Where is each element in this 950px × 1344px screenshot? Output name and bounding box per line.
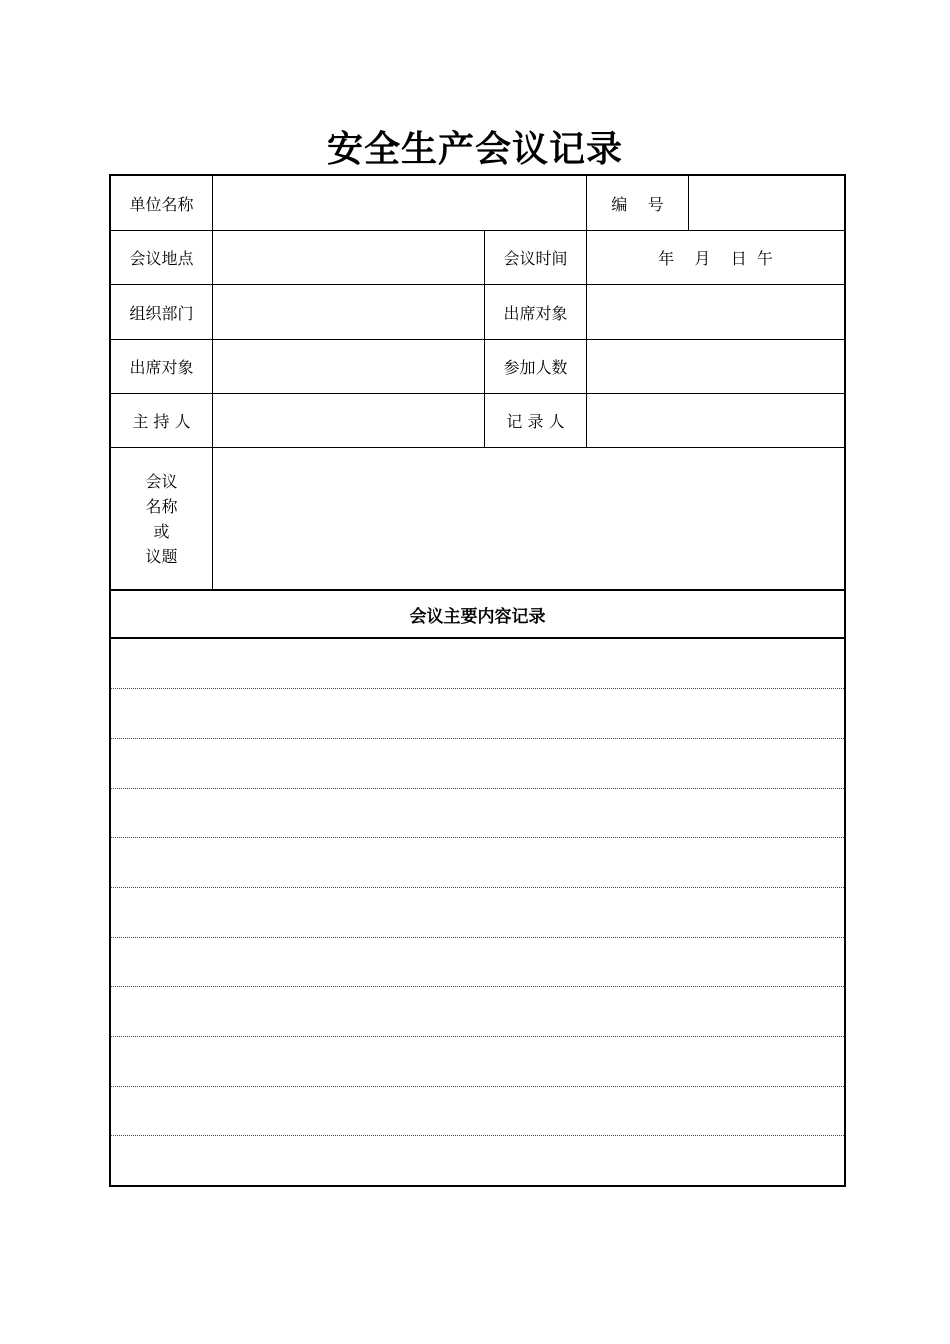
ruled-line [111,937,844,938]
org-dept-label: 组织部门 [129,303,194,323]
row-org-dept [111,285,844,340]
time-label: 会议时间 [503,249,568,268]
number-field[interactable] [689,176,844,230]
content-heading-row [111,589,844,639]
row-host-recorder [111,394,844,448]
unit-name-field[interactable] [213,176,587,230]
participant-count-label: 参加人数 [503,358,568,377]
attendees-right-label: 出席对象 [503,303,568,323]
host-label: 主 持 人 [132,412,191,431]
org-dept-field[interactable] [213,285,485,339]
row-topic [111,448,844,589]
row-location-time [111,231,844,285]
content-heading: 会议主要内容记录 [409,606,546,627]
attendees-left-field[interactable] [213,340,485,393]
unit-name-label: 单位名称 [129,194,194,214]
row-unit-name [111,176,844,231]
attendees-right-field[interactable] [587,285,844,339]
recorder-field[interactable] [587,394,844,447]
topic-label-line-1: 会议 [145,471,178,491]
ruled-line [111,1036,844,1037]
ruled-line [111,738,844,739]
number-label-cell [587,176,689,230]
time-placeholder: 年 月 日 午 [658,249,773,268]
topic-label-line-3: 或 [153,521,170,541]
topic-label-line-4: 议题 [145,546,178,566]
recorder-label: 记 录 人 [506,412,565,431]
attendees-right-label-cell [485,285,587,339]
topic-label-cell [111,448,213,589]
recorder-label-cell [485,394,587,447]
ruled-line [111,688,844,689]
location-label-cell [111,231,213,284]
content-record-area[interactable] [111,639,844,1185]
time-label-cell [485,231,587,284]
ruled-line [111,1086,844,1087]
unit-name-label-cell [111,176,213,230]
ruled-line [111,1135,844,1136]
meeting-record-form [109,174,846,1187]
topic-field[interactable] [213,448,844,589]
participant-count-label-cell [485,340,587,393]
attendees-left-label-cell [111,340,213,393]
org-dept-label-cell [111,285,213,339]
ruled-line [111,788,844,789]
location-field[interactable] [213,231,485,284]
participant-count-field[interactable] [587,340,844,393]
time-field[interactable] [587,231,844,284]
number-label: 编 号 [611,194,664,214]
attendees-left-label: 出席对象 [129,358,194,377]
ruled-line [111,986,844,987]
host-label-cell [111,394,213,447]
topic-label-line-2: 名称 [145,496,178,516]
host-field[interactable] [213,394,485,447]
page-title: 安全生产会议记录 [326,128,623,170]
ruled-line [111,837,844,838]
location-label: 会议地点 [129,249,194,268]
row-attendees-count [111,340,844,394]
ruled-line [111,887,844,888]
